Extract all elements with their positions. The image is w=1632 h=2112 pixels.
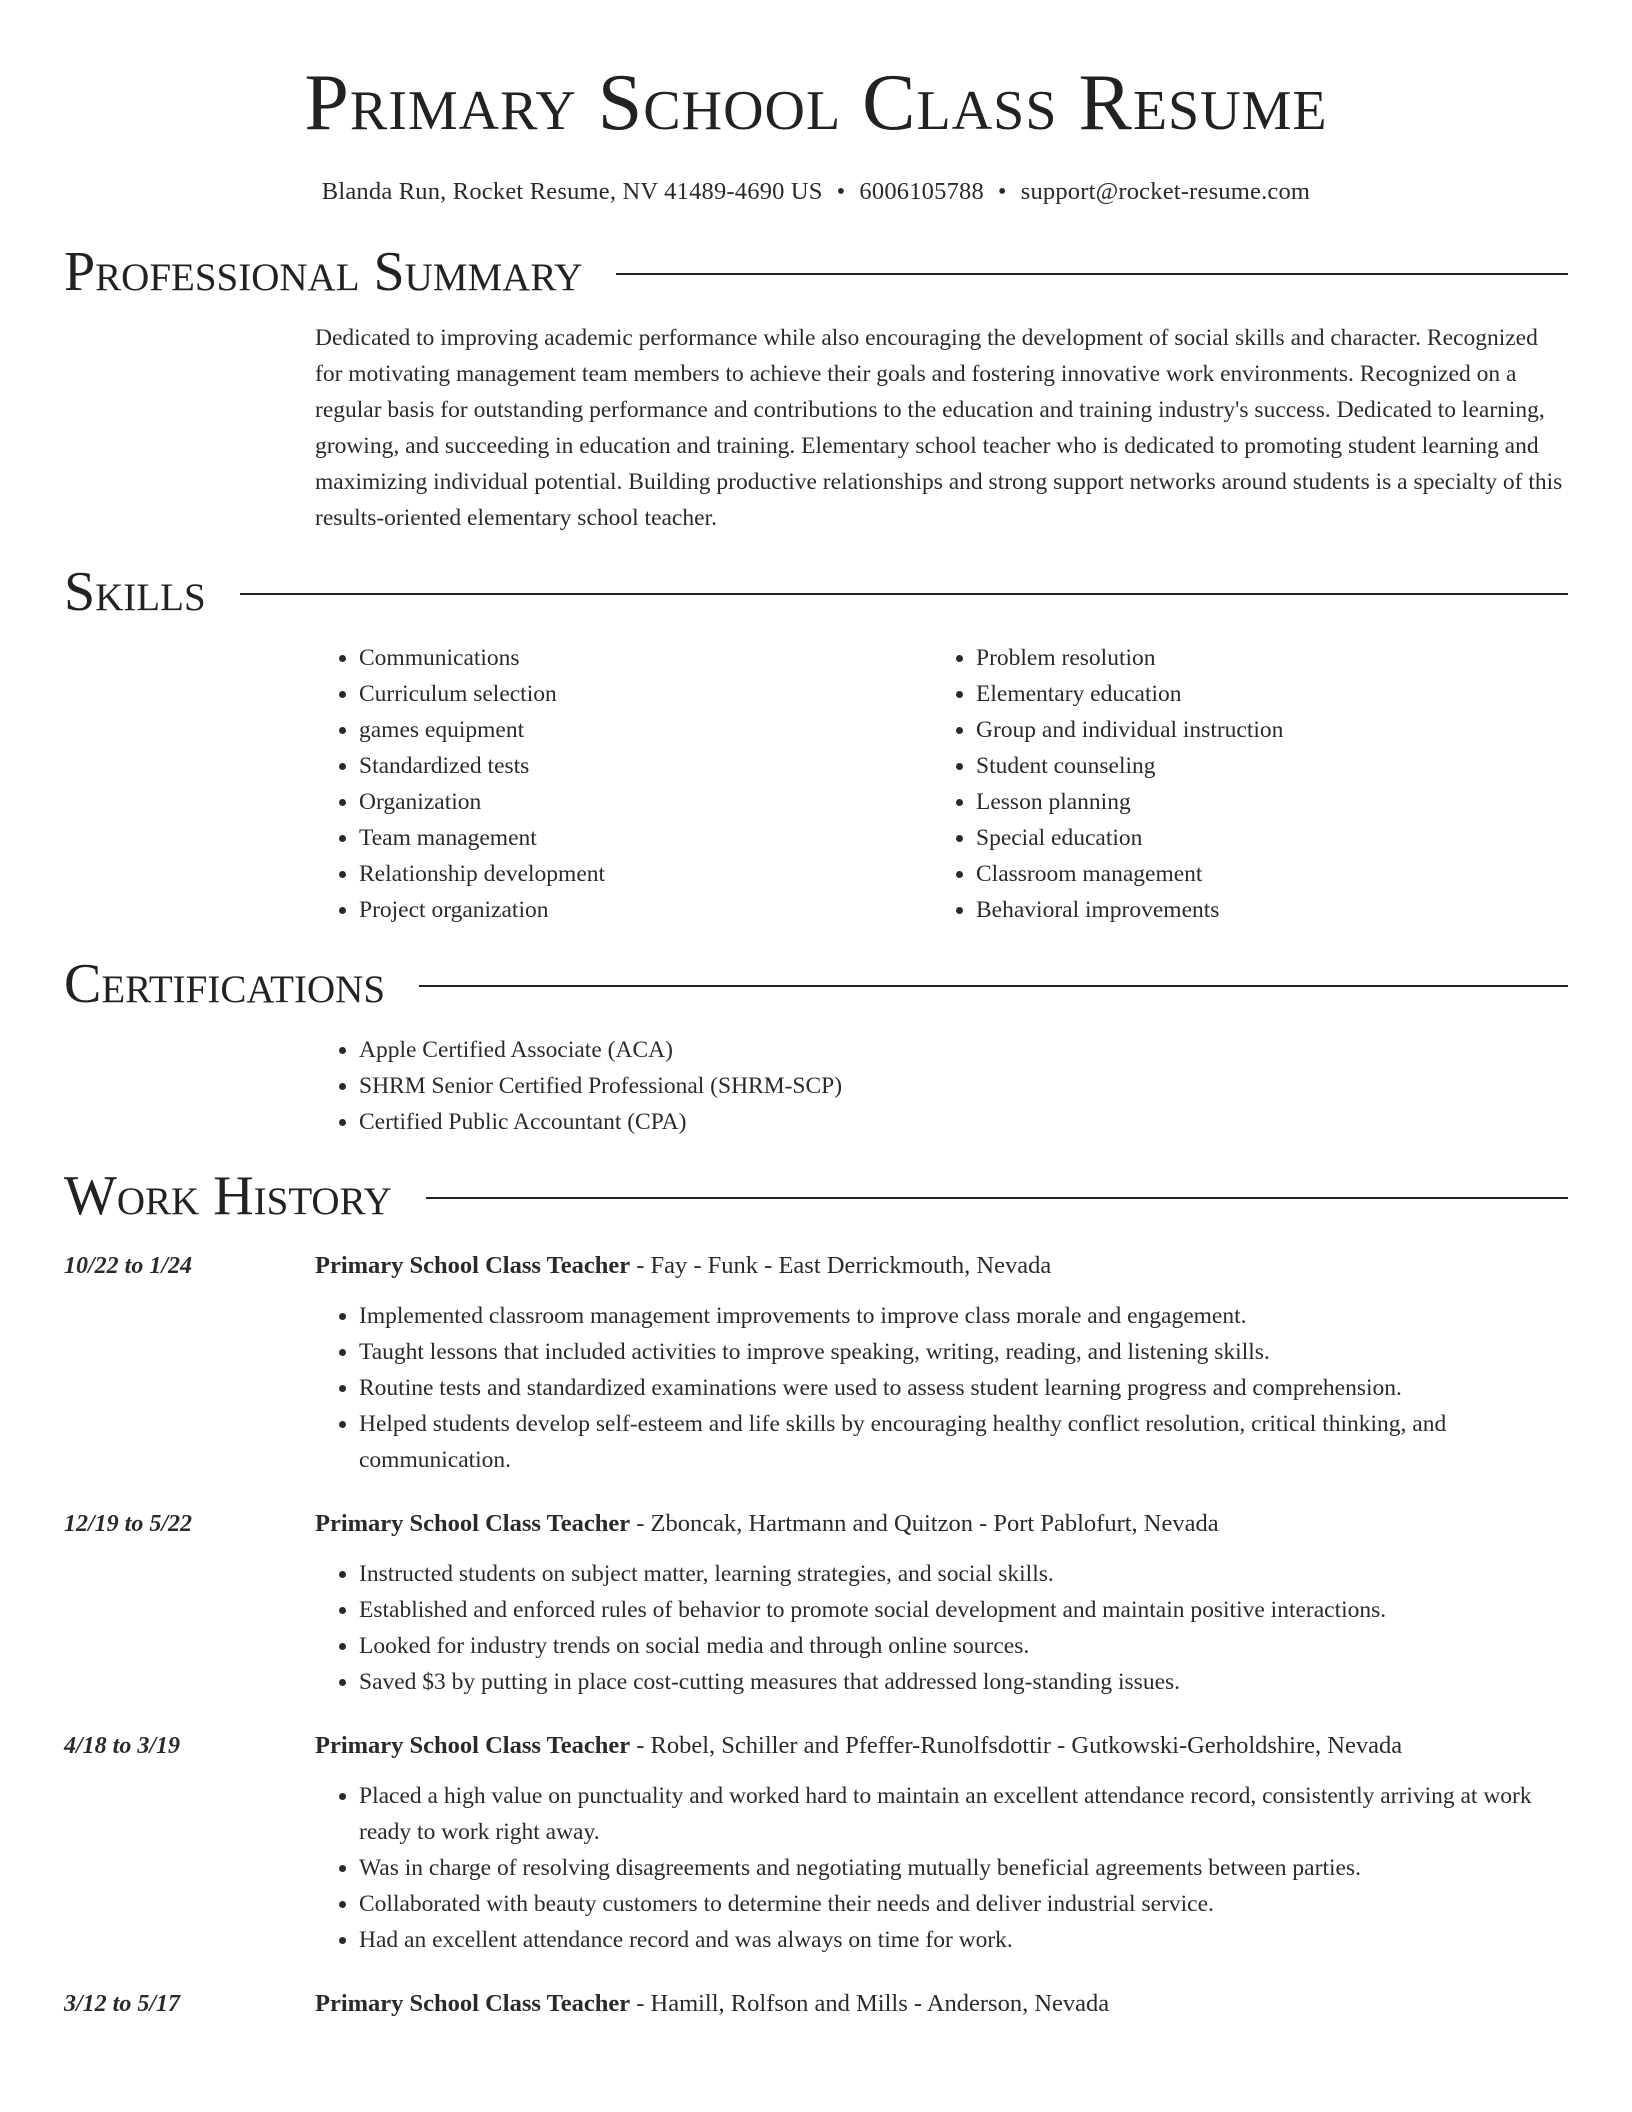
- skill-item: • Standardized tests: [359, 748, 932, 784]
- certifications-section-header: [64, 952, 1568, 1016]
- job-dates: 3/12 to 5/17: [64, 1991, 181, 2017]
- job-bullet: • Implemented classroom management improvements to improve class morale and engagement.: [359, 1298, 1568, 1334]
- skill-item: • Team management: [359, 820, 932, 856]
- skills-list: [315, 640, 1568, 928]
- job-dates: 12/19 to 5/22: [64, 1511, 193, 1537]
- job-bullets: [315, 1556, 1568, 1700]
- job-title: Primary School Class Teacher: [315, 1510, 631, 1537]
- skill-item: • Relationship development: [359, 856, 932, 892]
- job-bullet: • Collaborated with beauty customers to determine their needs and deliver industrial service.: [359, 1886, 1568, 1922]
- skills-column-right: [932, 640, 1549, 928]
- job-detail: [315, 1506, 1568, 1700]
- job-employer: - Hamill, Rolfson and Mills - Anderson, Nevada: [630, 1990, 1110, 2017]
- skill-item: • Lesson planning: [976, 784, 1549, 820]
- contact-phone: 6006105788: [859, 178, 984, 205]
- contact-address: Blanda Run, Rocket Resume, NV 41489-4690 US: [321, 178, 823, 205]
- skills-section-header: [64, 560, 1568, 624]
- summary-text: Dedicated to improving academic performance while also encouraging the development of social skills and character. Recognized for motivating management team members to achieve their goals and fostering innovative work environments. Recognized on a regular basis for outstanding performance and contributions to the education and training industry's success. Dedicated to learning, growing, and succeeding in education and training. Elementary school teacher who is dedicated to promoting student learning and maximizing individual potential. Building productive relationships and strong support networks around students is a specialty of this results-oriented elementary school teacher.: [315, 325, 1563, 531]
- job-heading-line: [315, 1728, 1568, 1764]
- skills-heading: Skills: [64, 561, 206, 623]
- certification-item: • Certified Public Accountant (CPA): [359, 1104, 1568, 1140]
- job-entry: [64, 1986, 1568, 2022]
- skill-item: • Classroom management: [976, 856, 1549, 892]
- job-entry: [64, 1506, 1568, 1700]
- job-employer: - Robel, Schiller and Pfeffer-Runolfsdottir - Gutkowski-Gerholdshire, Nevada: [630, 1732, 1403, 1759]
- skill-item: • Behavioral improvements: [976, 892, 1549, 928]
- section-divider: [616, 273, 1568, 275]
- work-section-header: [64, 1164, 1568, 1228]
- summary-section-header: [64, 240, 1568, 304]
- job-employer: - Zboncak, Hartmann and Quitzon - Port Pablofurt, Nevada: [630, 1510, 1219, 1537]
- job-detail: [315, 1248, 1568, 1478]
- certification-item: • Apple Certified Associate (ACA): [359, 1032, 1568, 1068]
- job-bullet: • Routine tests and standardized examinations were used to assess student learning progress and comprehension.: [359, 1370, 1568, 1406]
- job-entry: [64, 1728, 1568, 1958]
- job-employer: - Fay - Funk - East Derrickmouth, Nevada: [630, 1252, 1052, 1279]
- resume-page: [64, 0, 1568, 2022]
- skill-item: • Communications: [359, 640, 932, 676]
- job-bullet: • Saved $3 by putting in place cost-cutting measures that addressed long-standing issues.: [359, 1664, 1568, 1700]
- contact-email: support@rocket-resume.com: [1020, 178, 1311, 205]
- certifications-heading: Certifications: [64, 953, 386, 1015]
- job-bullet: • Was in charge of resolving disagreements and negotiating mutually beneficial agreements between parties.: [359, 1850, 1568, 1886]
- section-divider: [419, 985, 1568, 987]
- job-entry: [64, 1248, 1568, 1478]
- skill-item: • Group and individual instruction: [976, 712, 1549, 748]
- summary-heading: Professional Summary: [64, 241, 583, 303]
- skill-item: • Elementary education: [976, 676, 1549, 712]
- skill-item: • Special education: [976, 820, 1549, 856]
- job-dates: 4/18 to 3/19: [64, 1733, 181, 1759]
- contact-separator: •: [997, 178, 1007, 205]
- page-title: Primary School Class Resume: [304, 59, 1328, 147]
- skill-item: • Problem resolution: [976, 640, 1549, 676]
- job-heading-line: [315, 1986, 1568, 2022]
- job-bullet: • Placed a high value on punctuality and worked hard to maintain an excellent attendance record, consistently arriving at work ready to work right away.: [359, 1778, 1568, 1850]
- job-title: Primary School Class Teacher: [315, 1732, 631, 1759]
- skill-item: • Organization: [359, 784, 932, 820]
- job-heading-line: [315, 1248, 1568, 1284]
- job-title: Primary School Class Teacher: [315, 1252, 631, 1279]
- certification-item: • SHRM Senior Certified Professional (SHRM-SCP): [359, 1068, 1568, 1104]
- job-heading-line: [315, 1506, 1568, 1542]
- job-dates: 10/22 to 1/24: [64, 1253, 193, 1279]
- contact-line: [64, 178, 1568, 206]
- work-history-list: [64, 1248, 1568, 2022]
- skills-left-list: [315, 640, 932, 928]
- job-bullet: • Taught lessons that included activities to improve speaking, writing, reading, and listening skills.: [359, 1334, 1568, 1370]
- skill-item: • Student counseling: [976, 748, 1549, 784]
- job-title: Primary School Class Teacher: [315, 1990, 631, 2017]
- section-divider: [240, 593, 1568, 595]
- certifications-list: [315, 1032, 1568, 1140]
- job-bullet: • Helped students develop self-esteem and life skills by encouraging healthy conflict resolution, critical thinking, and communication.: [359, 1406, 1568, 1478]
- skills-right-list: [932, 640, 1549, 928]
- job-bullet: • Looked for industry trends on social media and through online sources.: [359, 1628, 1568, 1664]
- skill-item: • games equipment: [359, 712, 932, 748]
- job-bullets: [315, 1778, 1568, 1958]
- job-bullet: • Established and enforced rules of behavior to promote social development and maintain positive interactions.: [359, 1592, 1568, 1628]
- job-bullet: • Had an excellent attendance record and was always on time for work.: [359, 1922, 1568, 1958]
- section-divider: [426, 1197, 1568, 1199]
- contact-separator: •: [836, 178, 846, 205]
- certifications-bullets: [315, 1032, 1568, 1140]
- job-detail: [315, 1728, 1568, 1958]
- job-bullets: [315, 1298, 1568, 1478]
- skill-item: • Curriculum selection: [359, 676, 932, 712]
- job-detail: [315, 1986, 1568, 2022]
- skills-column-left: [315, 640, 932, 928]
- work-heading: Work History: [64, 1165, 392, 1227]
- skill-item: • Project organization: [359, 892, 932, 928]
- job-bullet: • Instructed students on subject matter, learning strategies, and social skills.: [359, 1556, 1568, 1592]
